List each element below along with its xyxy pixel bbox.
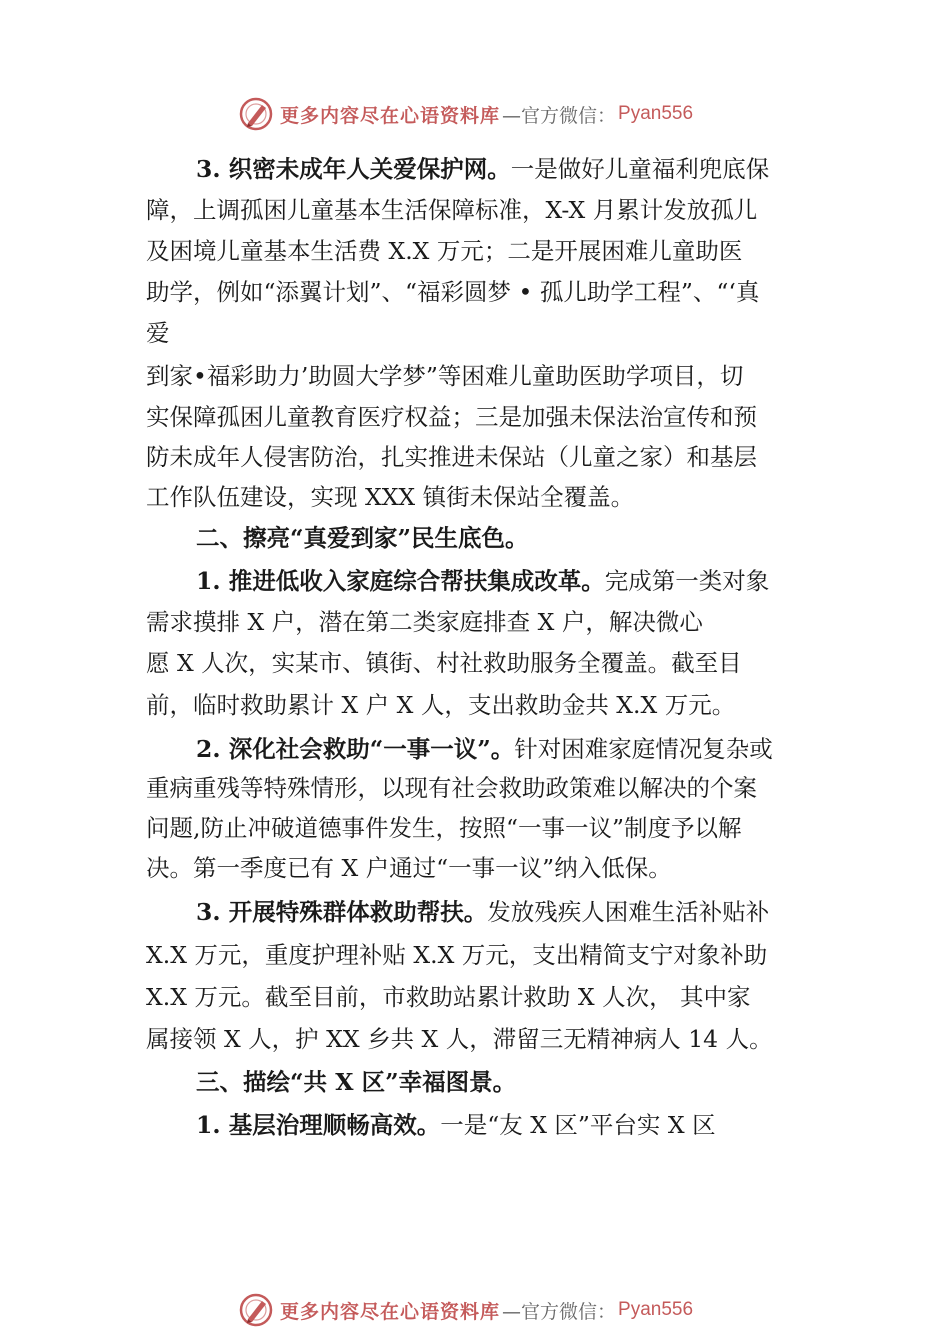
paragraph-line: 重病重残等特殊情形，以现有社会救助政策难以解决的个案 [146, 774, 757, 802]
paragraph-line: 2. 深化社会救助“一事一议”。针对困难家庭情况复杂或 [196, 735, 773, 763]
paragraph-line: 3. 开展特殊群体救助帮扶。发放残疾人困难生活补贴补 [196, 898, 770, 926]
paragraph-line: 3. 织密未成年人关爱保护网。一是做好儿童福利兜底保 [196, 155, 770, 183]
watermark-wechat-id: Pyan556 [618, 1299, 694, 1320]
paragraph-line: 问题,防止冲破道德事件发生，按照“一事一议”制度予以解 [146, 814, 742, 842]
section-heading: 三、描绘“共 X 区”幸福图景。 [196, 1068, 517, 1096]
watermark-brand: 更多内容尽在心语资料库 [280, 1300, 501, 1323]
paragraph-line: 及困境儿童基本生活费 X.X 万元；二是开展困难儿童助医 [146, 237, 743, 265]
paragraph-line: X.X 万元。截至目前，市救助站累计救助 X 人次， 其中家 [146, 983, 751, 1011]
paragraph-line: 需求摸排 X 户，潜在第二类家庭排查 X 户，解决微心 [146, 608, 703, 636]
paragraph-line: 前，临时救助累计 X 户 X 人，支出救助金共 X.X 万元。 [146, 691, 736, 719]
paragraph-line: 防未成年人侵害防治，扎实推进未保站（儿童之家）和基层 [146, 443, 757, 471]
paragraph-line: 属接领 X 人，护 XX 乡共 X 人，滞留三无精神病人 14 人。 [146, 1025, 773, 1053]
paragraph-line: 愿 X 人次，实某市、镇街、村社救助服务全覆盖。截至目 [146, 649, 742, 677]
watermark-brand: 更多内容尽在心语资料库 [280, 104, 501, 127]
item-heading: 3. 开展特殊群体救助帮扶。 [196, 898, 488, 926]
paragraph-line: 决。第一季度已有 X 户通过“一事一议”纳入低保。 [146, 854, 672, 882]
watermark-footer [238, 1290, 693, 1330]
paragraph-line: X.X 万元，重度护理补贴 X.X 万元，支出精简支宁对象补助 [146, 941, 768, 969]
paragraph-line: 1. 基层治理顺畅高效。一是“友 X 区”平台实 X 区 [196, 1111, 716, 1139]
watermark-header [238, 94, 693, 134]
watermark-wechat-id: Pyan556 [618, 103, 694, 124]
paragraph-line: 1. 推进低收入家庭综合帮扶集成改革。完成第一类对象 [196, 567, 770, 595]
watermark-official: —官方微信： [502, 104, 617, 127]
paragraph-line: 助学，例如“添翼计划”、“福彩圆梦 • 孤儿助学工程”、“‘真 [146, 278, 760, 306]
section-heading: 二、擦亮“真爱到家”民生底色。 [196, 524, 529, 552]
item-heading: 1. 推进低收入家庭综合帮扶集成改革。 [196, 567, 605, 595]
paragraph-line: 到家•福彩助力’助圆大学梦”等困难儿童助医助学项目，切 [146, 362, 744, 390]
paragraph-line: 工作队伍建设，实现 XXX 镇街未保站全覆盖。 [146, 483, 635, 511]
paragraph-line: 爱 [146, 319, 170, 347]
paragraph-line: 实保障孤困儿童教育医疗权益；三是加强未保法治宣传和预 [146, 403, 757, 431]
paragraph-line: 障，上调孤困儿童基本生活保障标准，X-X 月累计发放孤儿 [146, 196, 758, 224]
watermark-official: —官方微信： [502, 1300, 617, 1323]
pen-logo-icon [238, 96, 274, 132]
pen-logo-icon [238, 1292, 274, 1328]
item-heading: 2. 深化社会救助“一事一议”。 [196, 735, 515, 763]
item-heading: 3. 织密未成年人关爱保护网。 [196, 155, 511, 183]
item-heading: 1. 基层治理顺畅高效。 [196, 1111, 441, 1139]
